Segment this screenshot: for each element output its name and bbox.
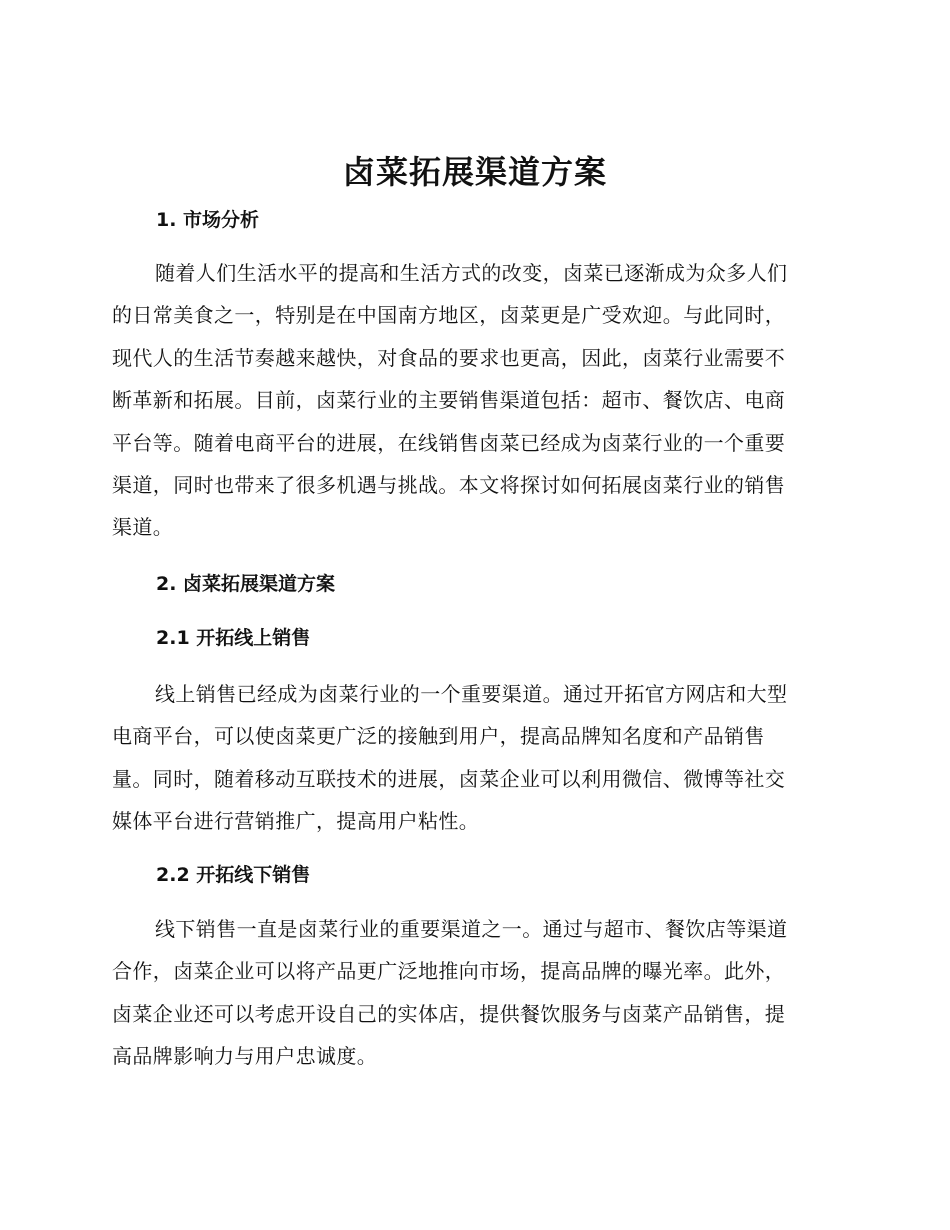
section-heading-market-analysis: 1. 市场分析 (156, 209, 260, 231)
section-heading-expansion-plan: 2. 卤菜拓展渠道方案 (156, 573, 336, 595)
paragraph-line: 的日常美食之一，特别是在中国南方地区，卤菜更是广受欢迎。与此同时， (112, 303, 786, 328)
paragraph-line: 渠道，同时也带来了很多机遇与挑战。本文将探讨如何拓展卤菜行业的销售 (112, 473, 786, 498)
paragraph-online-sales (112, 673, 832, 843)
paragraph-line: 卤菜企业还可以考虑开设自己的实体店，提供餐饮服务与卤菜产品销售，提 (112, 1001, 786, 1026)
paragraph-line: 电商平台，可以使卤菜更广泛的接触到用户，提高品牌知名度和产品销售 (112, 724, 765, 749)
paragraph-line: 量。同时，随着移动互联技术的进展，卤菜企业可以利用微信、微博等社交 (112, 766, 786, 791)
paragraph-line: 合作，卤菜企业可以将产品更广泛地推向市场，提高品牌的曝光率。此外， (112, 959, 786, 984)
paragraph-line: 线上销售已经成为卤菜行业的一个重要渠道。通过开拓官方网店和大型 (155, 682, 788, 706)
paragraph-line: 高品牌影响力与用户忠诚度。 (112, 1044, 378, 1069)
paragraph-line: 媒体平台进行营销推广，提高用户粘性。 (112, 809, 480, 834)
document-title: 卤菜拓展渠道方案 (342, 153, 607, 191)
section-heading-online-sales: 2.1 开拓线上销售 (156, 627, 311, 649)
paragraph-market-analysis (112, 252, 832, 549)
paragraph-line: 现代人的生活节奏越来越快，对食品的要求也更高，因此，卤菜行业需要不 (112, 345, 786, 370)
section-heading-offline-sales: 2.2 开拓线下销售 (156, 864, 311, 886)
paragraph-offline-sales (112, 908, 832, 1078)
paragraph-line: 随着人们生活水平的提高和生活方式的改变，卤菜已逐渐成为众多人们 (155, 261, 788, 285)
paragraph-line: 断革新和拓展。目前，卤菜行业的主要销售渠道包括：超市、餐饮店、电商 (112, 388, 786, 413)
paragraph-line: 平台等。随着电商平台的进展，在线销售卤菜已经成为卤菜行业的一个重要 (112, 430, 786, 455)
paragraph-line: 渠道。 (112, 515, 174, 540)
paragraph-line: 线下销售一直是卤菜行业的重要渠道之一。通过与超市、餐饮店等渠道 (155, 917, 788, 941)
